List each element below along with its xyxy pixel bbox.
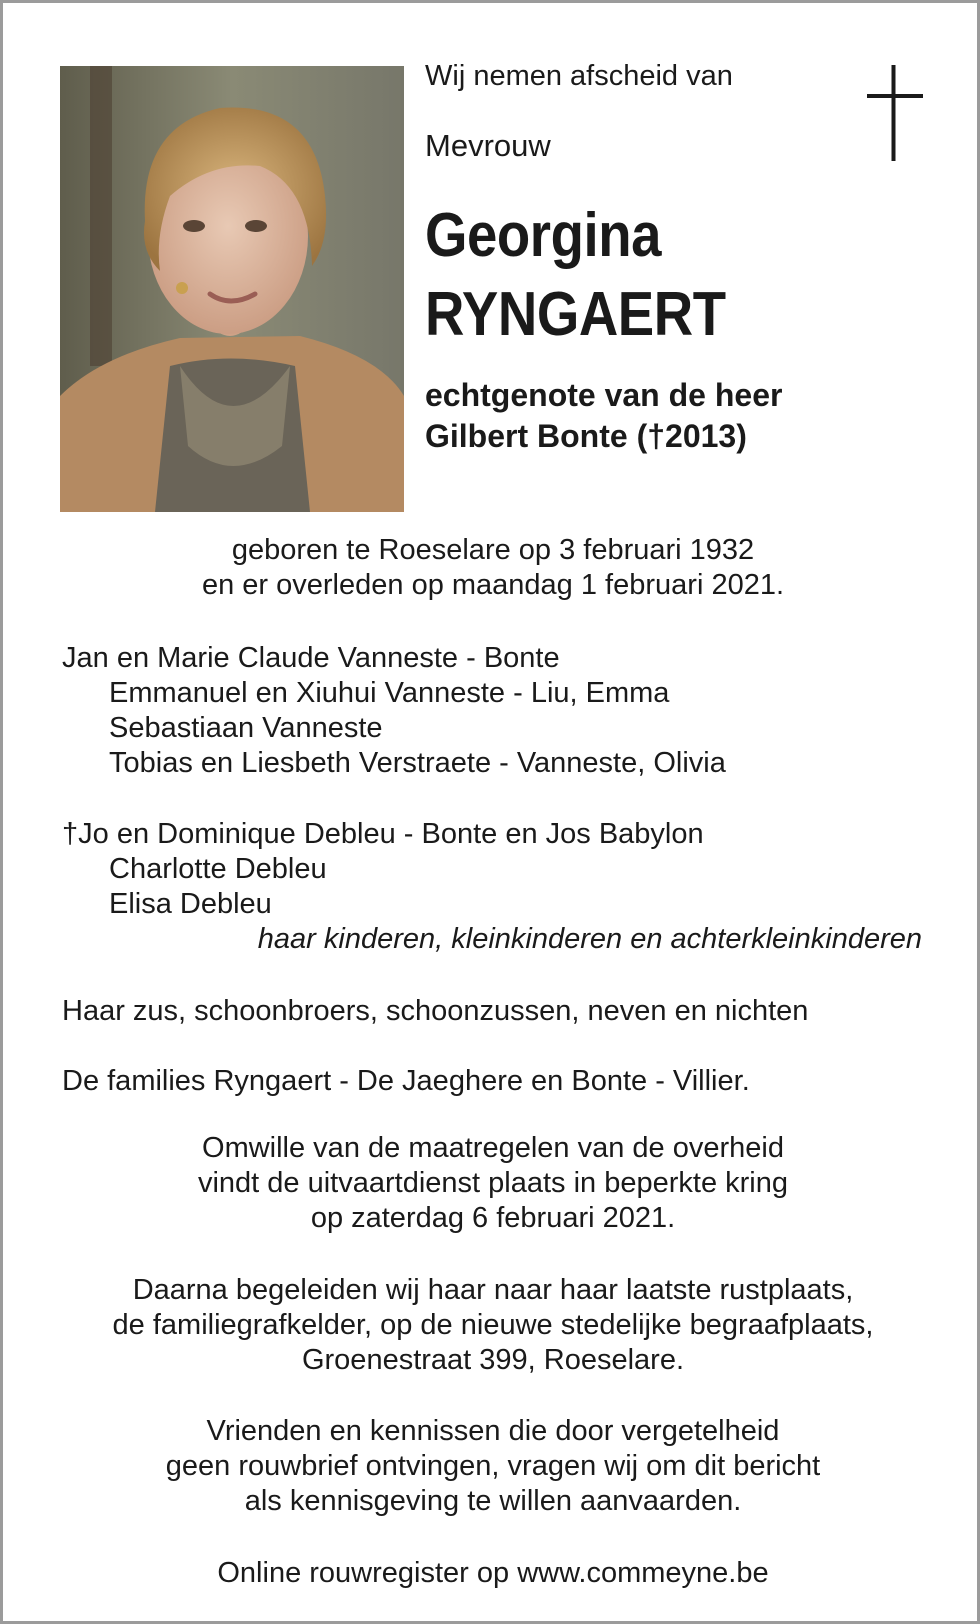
family-head: †Jo en Dominique Debleu - Bonte en Jos Babylon xyxy=(62,818,704,850)
family-member: Emmanuel en Xiuhui Vanneste - Liu, Emma xyxy=(109,677,670,709)
spouse-line-2: Gilbert Bonte (†2013) xyxy=(425,418,747,454)
birth-death-dates xyxy=(43,533,943,603)
notice-line-3: als kennisgeving te willen aanvaarden. xyxy=(244,1485,742,1517)
spouse-line-1: echtgenote van de heer xyxy=(425,377,783,413)
relatives-line: Haar zus, schoonbroers, schoonzussen, neven en nichten xyxy=(62,995,809,1027)
family-member: Elisa Debleu xyxy=(109,888,272,920)
burial-line-2: de familiegrafkelder, op de nieuwe stedelijke begraafplaats, xyxy=(112,1309,874,1341)
families-line: De families Ryngaert - De Jaeghere en Bonte - Villier. xyxy=(62,1065,750,1097)
notice-line-1: Vrienden en kennissen die door vergetelheid xyxy=(206,1415,780,1447)
death-line: en er overleden op maandag 1 februari 2021. xyxy=(201,569,785,601)
family-member: Tobias en Liesbeth Verstraete - Vanneste, Olivia xyxy=(109,747,726,779)
family-group-2 xyxy=(62,817,942,957)
burial-line-3: Groenestraat 399, Roeselare. xyxy=(301,1344,685,1376)
cross-icon-graphic xyxy=(867,65,923,161)
portrait-image xyxy=(60,66,404,512)
family-head: Jan en Marie Claude Vanneste - Bonte xyxy=(62,642,560,674)
burial-line-1: Daarna begeleiden wij haar naar haar laatste rustplaats, xyxy=(132,1274,854,1306)
online-register xyxy=(43,1556,943,1591)
spouse-info xyxy=(425,375,782,457)
service-line-3: op zaterdag 6 februari 2021. xyxy=(310,1202,676,1234)
notice-info xyxy=(43,1414,943,1519)
family-member: Charlotte Debleu xyxy=(109,853,327,885)
intro-text: Wij nemen afscheid van xyxy=(425,60,733,92)
last-name: RYNGAERT xyxy=(425,280,726,349)
honorific: Mevrouw xyxy=(425,128,551,163)
burial-info xyxy=(43,1273,943,1378)
service-info xyxy=(43,1131,943,1236)
cross-icon xyxy=(867,65,923,161)
deceased-name xyxy=(425,196,726,354)
birth-line: geboren te Roeselare op 3 februari 1932 xyxy=(231,534,755,566)
service-line-1: Omwille van de maatregelen van de overheid xyxy=(202,1132,784,1164)
notice-line-2: geen rouwbrief ontvingen, vragen wij om dit bericht xyxy=(165,1450,821,1482)
family-summary: haar kinderen, kleinkinderen en achterkleinkinderen xyxy=(257,923,922,955)
family-group-1 xyxy=(62,641,942,781)
family-member: Sebastiaan Vanneste xyxy=(109,712,383,744)
service-line-2: vindt de uitvaartdienst plaats in beperkte kring xyxy=(197,1167,788,1199)
portrait-photo xyxy=(60,66,404,512)
online-register-text: Online rouwregister op www.commeyne.be xyxy=(217,1557,769,1589)
first-name: Georgina xyxy=(425,201,661,270)
